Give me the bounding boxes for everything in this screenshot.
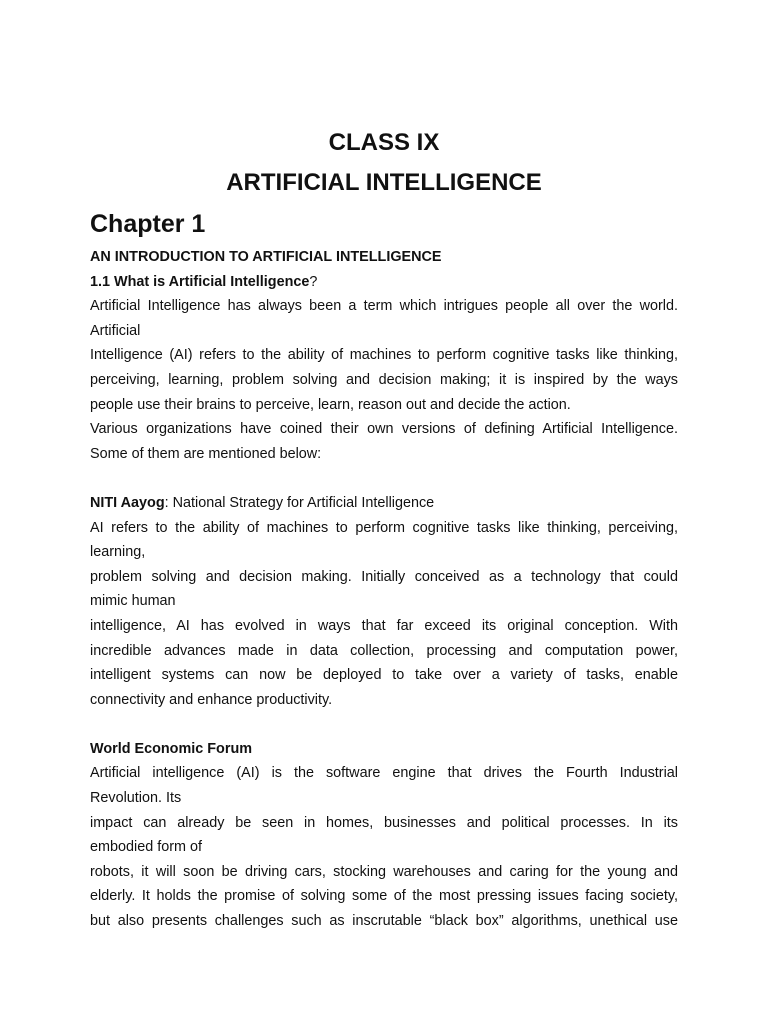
paragraph-line: problem solving and decision making. Initially conceived as a technology that could (90, 568, 678, 585)
paragraph-line: Artificial (90, 322, 141, 339)
class-title: CLASS IX (328, 129, 440, 156)
paragraph-line: people use their brains to perceive, learn, reason out and decide the action. (90, 396, 571, 413)
paragraph-line: but also presents challenges such as inscrutable “black box” algorithms, unethical use (90, 913, 678, 930)
paragraph-line: embodied form of (90, 839, 202, 856)
paragraph-line: connectivity and enhance productivity. (90, 691, 333, 708)
paragraph-line: mimic human (90, 593, 176, 610)
paragraph-line: robots, it will soon be driving cars, stocking warehouses and caring for the young and (90, 863, 678, 880)
paragraph-line: Various organizations have coined their own versions of defining Artificial Intelligence. (90, 421, 678, 438)
niti-heading: NITI Aayog: National Strategy for Artificial Intelligence (90, 494, 435, 511)
paragraph-line: AI refers to the ability of machines to perform cognitive tasks like thinking, perceiving, (90, 519, 678, 536)
paragraph-line: intelligence, AI has evolved in ways that far exceed its original conception. With (90, 617, 678, 634)
spacer (90, 466, 678, 491)
paragraph-line: perceiving, learning, problem solving and decision making; it is inspired by the ways (90, 371, 678, 388)
section-heading: 1.1 What is Artificial Intelligence? (90, 273, 318, 290)
paragraph-line: incredible advances made in data collection, processing and computation power, (90, 642, 678, 659)
spacer (90, 712, 678, 737)
paragraph-line: Artificial intelligence (AI) is the software engine that drives the Fourth Industrial (90, 765, 678, 782)
paragraph-line: Artificial Intelligence has always been a term which intrigues people all over the world. (90, 298, 678, 315)
intro-heading: AN INTRODUCTION TO ARTIFICIAL INTELLIGENCE (90, 249, 442, 265)
paragraph-line: intelligent systems can now be deployed to take over a variety of tasks, enable (90, 667, 678, 684)
chapter-heading: Chapter 1 (90, 210, 206, 238)
paragraph-line: Intelligence (AI) refers to the ability of machines to perform cognitive tasks like thinking, (90, 347, 678, 364)
paragraph-line: learning, (90, 544, 146, 561)
wef-heading: World Economic Forum (90, 740, 253, 757)
paragraph-line: Some of them are mentioned below: (90, 445, 322, 462)
paragraph-line: Revolution. Its (90, 790, 182, 807)
paragraph-line: impact can already be seen in homes, businesses and political processes. In its (90, 814, 678, 831)
paragraph-line: elderly. It holds the promise of solving some of the most pressing issues facing society, (90, 888, 678, 905)
subject-title: ARTIFICIAL INTELLIGENCE (226, 169, 542, 196)
document-body (90, 245, 678, 934)
